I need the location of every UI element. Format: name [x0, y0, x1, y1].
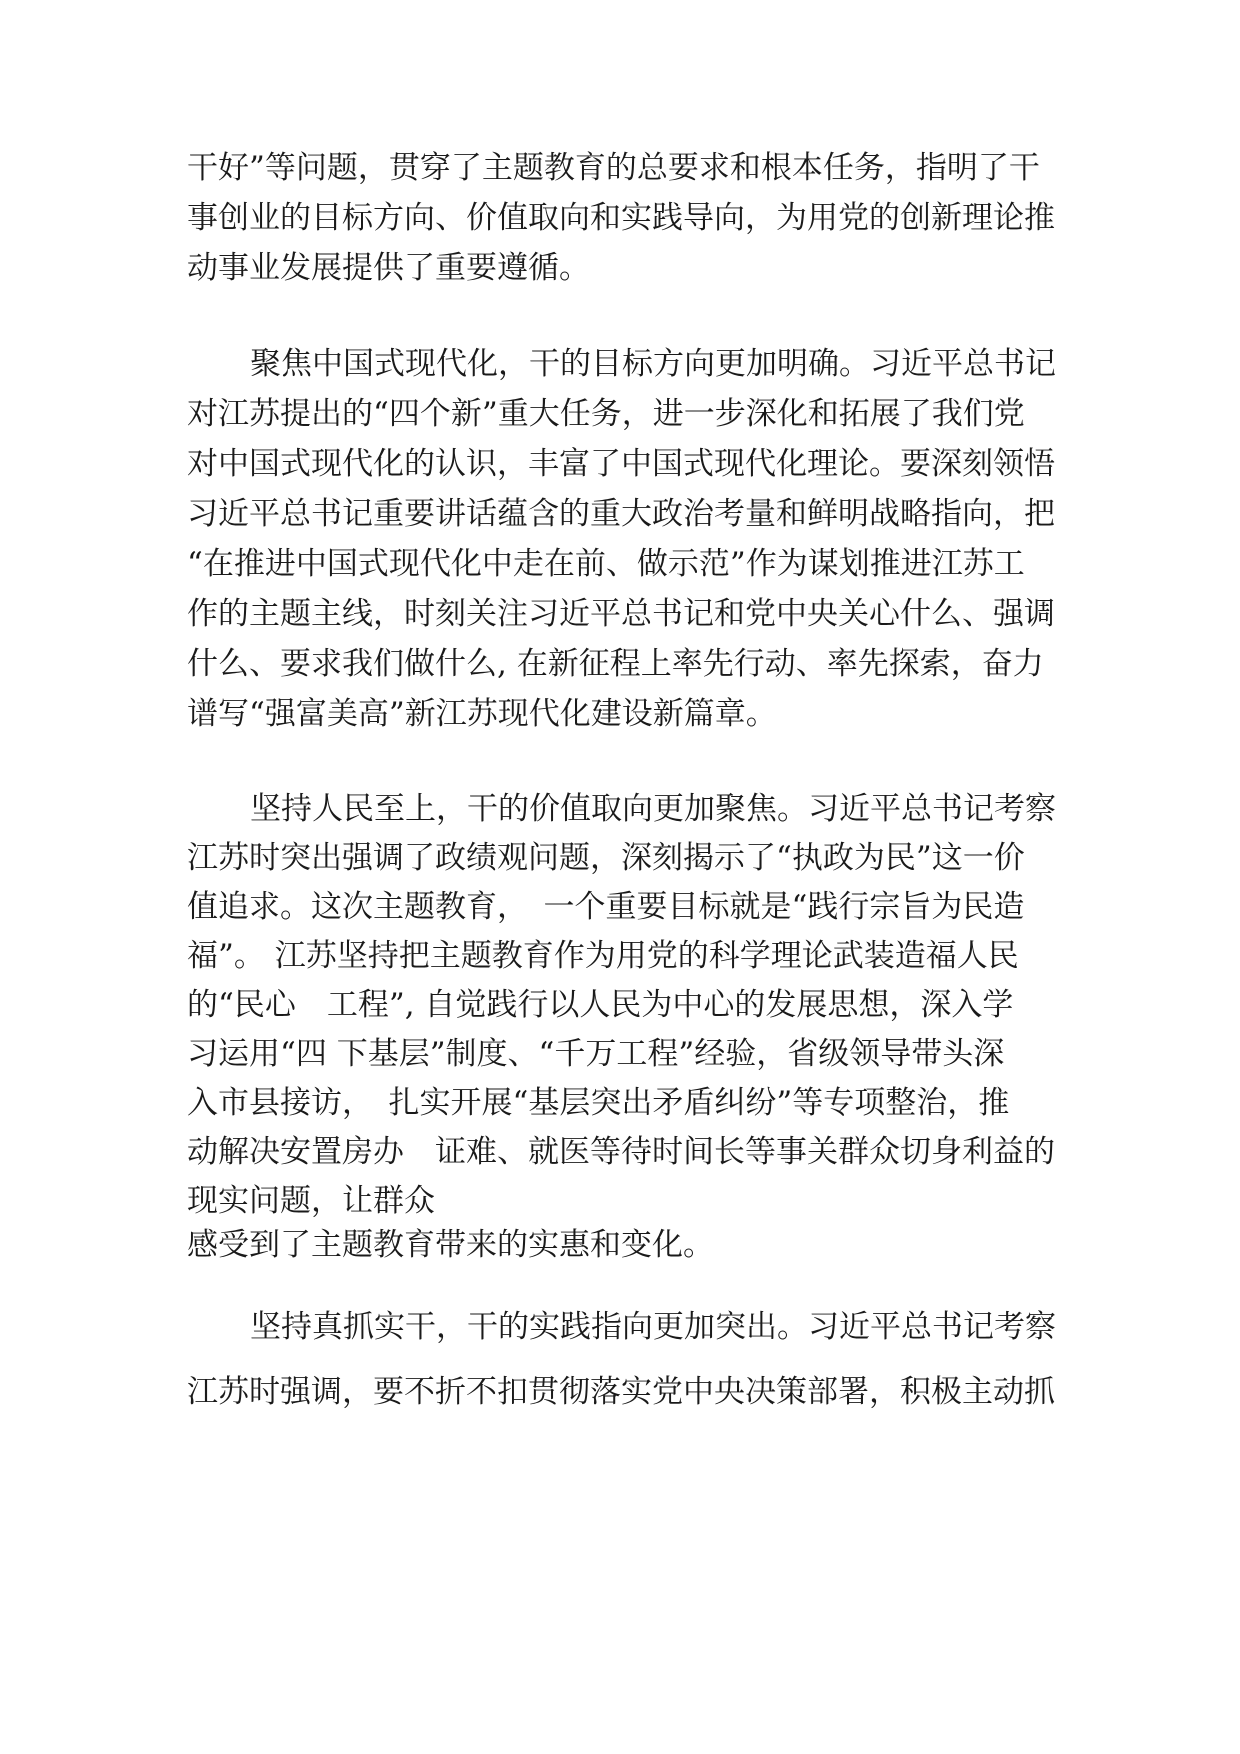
text-line: 什么、要求我们做什么, 在新征程上率先行动、率先探索，奋力: [187, 646, 1044, 682]
text-line: 的“民心 工程”, 自觉践行以人民为中心的发展思想，深入学: [187, 987, 1014, 1023]
text-line: 干好”等问题，贯穿了主题教育的总要求和根本任务，指明了干: [187, 150, 1040, 186]
text-line: 事创业的目标方向、价值取向和实践导向，为用党的创新理论推: [187, 200, 1055, 236]
text-line: 作的主题主线，时刻关注习近平总书记和党中央关心什么、强调: [187, 596, 1055, 632]
text-line: 值追求。这次主题教育， 一个重要目标就是“践行宗旨为民造: [187, 889, 1025, 925]
text-line: 动事业发展提供了重要遵循。: [187, 250, 590, 286]
text-line: 入市县接访， 扎实开展“基层突出矛盾纠纷”等专项整治，推: [187, 1085, 1010, 1121]
text-line: 感受到了主题教育带来的实惠和变化。: [187, 1227, 714, 1263]
text-line: 江苏时突出强调了政绩观问题，深刻揭示了“执政为民”这一价: [187, 840, 1025, 876]
text-line: “在推进中国式现代化中走在前、做示范”作为谋划推进江苏工: [187, 546, 1025, 582]
paragraph-first-line: 聚焦中国式现代化，干的目标方向更加明确。习近平总书记: [250, 346, 1056, 382]
paragraph-first-line: 坚持真抓实干，干的实践指向更加突出。习近平总书记考察: [250, 1309, 1056, 1345]
text-line: 对江苏提出的“四个新”重大任务，进一步深化和拓展了我们党: [187, 396, 1025, 432]
text-line: 习运用“四 下基层”制度、“千万工程”经验，省级领导带头深: [187, 1036, 1005, 1072]
text-line: 谱写“强富美高”新江苏现代化建设新篇章。: [187, 696, 777, 732]
text-line: 福”。 江苏坚持把主题教育作为用党的科学理论武装造福人民: [187, 938, 1019, 974]
text-line: 习近平总书记重要讲话蕴含的重大政治考量和鲜明战略指向，把: [187, 496, 1055, 532]
text-line: 动解决安置房办 证难、就医等待时间长等事关群众切身利益的: [187, 1134, 1055, 1170]
text-line: 现实问题，让群众: [187, 1183, 435, 1219]
text-line: 江苏时强调，要不折不扣贯彻落实党中央决策部署，积极主动抓: [187, 1374, 1055, 1410]
paragraph-first-line: 坚持人民至上，干的价值取向更加聚焦。习近平总书记考察: [250, 791, 1056, 827]
text-line: 对中国式现代化的认识，丰富了中国式现代化理论。要深刻领悟: [187, 446, 1055, 482]
